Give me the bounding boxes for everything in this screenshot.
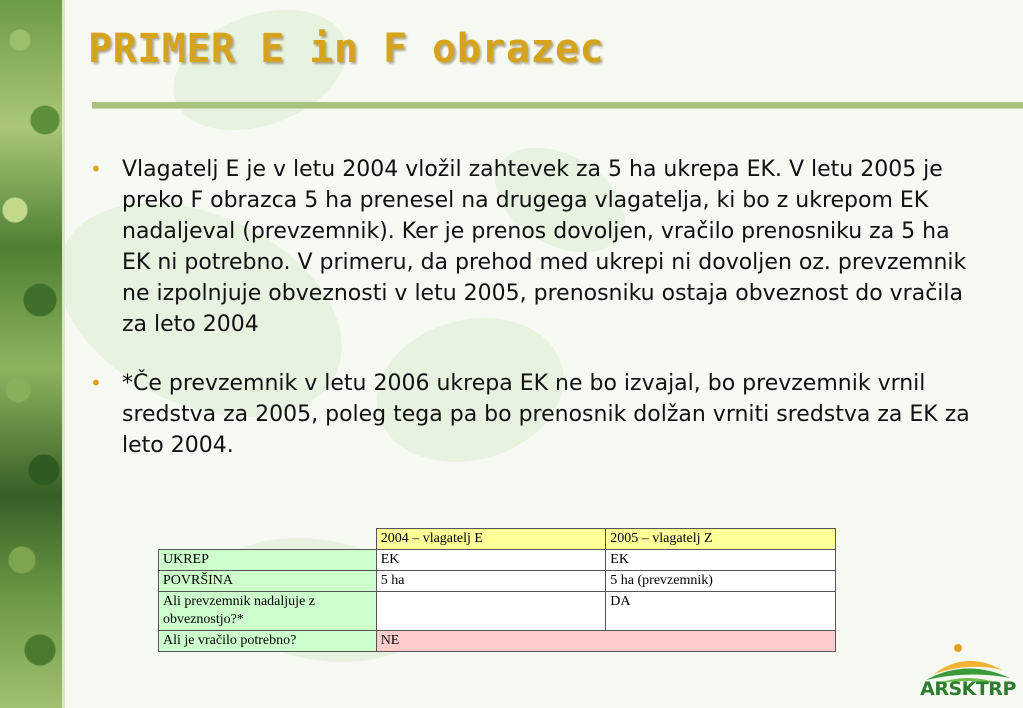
table-row-label: Ali prevzemnik nadaljuje z obveznostjo?* (159, 592, 377, 631)
table-cell: EK (606, 550, 836, 571)
bullet-item (90, 154, 970, 340)
table-merged-cell: NE (376, 631, 835, 652)
bullet-text: *Če prevzemnik v letu 2006 ukrepa EK ne bo izvajal, bo prevzemnik vrnil sredstva za 2005, poleg tega pa bo prenosnik dolžan vrniti sredstva za EK za leto 2004. (122, 371, 970, 458)
logo-text: ARSKTRP (920, 678, 1016, 700)
table-row (159, 592, 836, 631)
bullet-item (90, 368, 970, 461)
bullet-dot-icon: • (90, 157, 102, 181)
table-header-row (159, 529, 836, 550)
table-row (159, 631, 836, 652)
table-row (159, 550, 836, 571)
comparison-table (158, 528, 836, 652)
title-underline (92, 102, 1023, 109)
strip-divider (62, 0, 65, 708)
table-cell: DA (606, 592, 836, 631)
table-row-label: POVRŠINA (159, 571, 377, 592)
table-row (159, 571, 836, 592)
table-row-label: Ali je vračilo potrebno? (159, 631, 377, 652)
table-cell: 5 ha (prevzemnik) (606, 571, 836, 592)
foliage-strip-decoration (0, 0, 62, 708)
table-corner-cell (159, 529, 377, 550)
table-cell (376, 592, 606, 631)
table-cell: EK (376, 550, 606, 571)
table-header-cell: 2005 – vlagatelj Z (606, 529, 836, 550)
slide-title: PRIMER E in F obrazec (88, 26, 605, 72)
bullet-dot-icon: • (90, 371, 102, 395)
bullet-list (90, 154, 970, 461)
table-cell: 5 ha (376, 571, 606, 592)
table-header-cell: 2004 – vlagatelj E (376, 529, 606, 550)
table-row-label: UKREP (159, 550, 377, 571)
bullet-text: Vlagatelj E je v letu 2004 vložil zahtevek za 5 ha ukrepa EK. V letu 2005 je preko F obrazca 5 ha prenesel na drugega vlagatelja, ki bo z ukrepom EK nadaljeval (prevzemnik). Ker je prenos dovoljen, vračilo prenosniku za 5 ha EK ni potrebno. V primeru, da prehod med ukrepi ni dovoljen oz. prevzemnik ne izpolnjuje obveznosti v letu 2005, prenosniku ostaja obveznost do vračila za leto 2004 (122, 157, 967, 337)
